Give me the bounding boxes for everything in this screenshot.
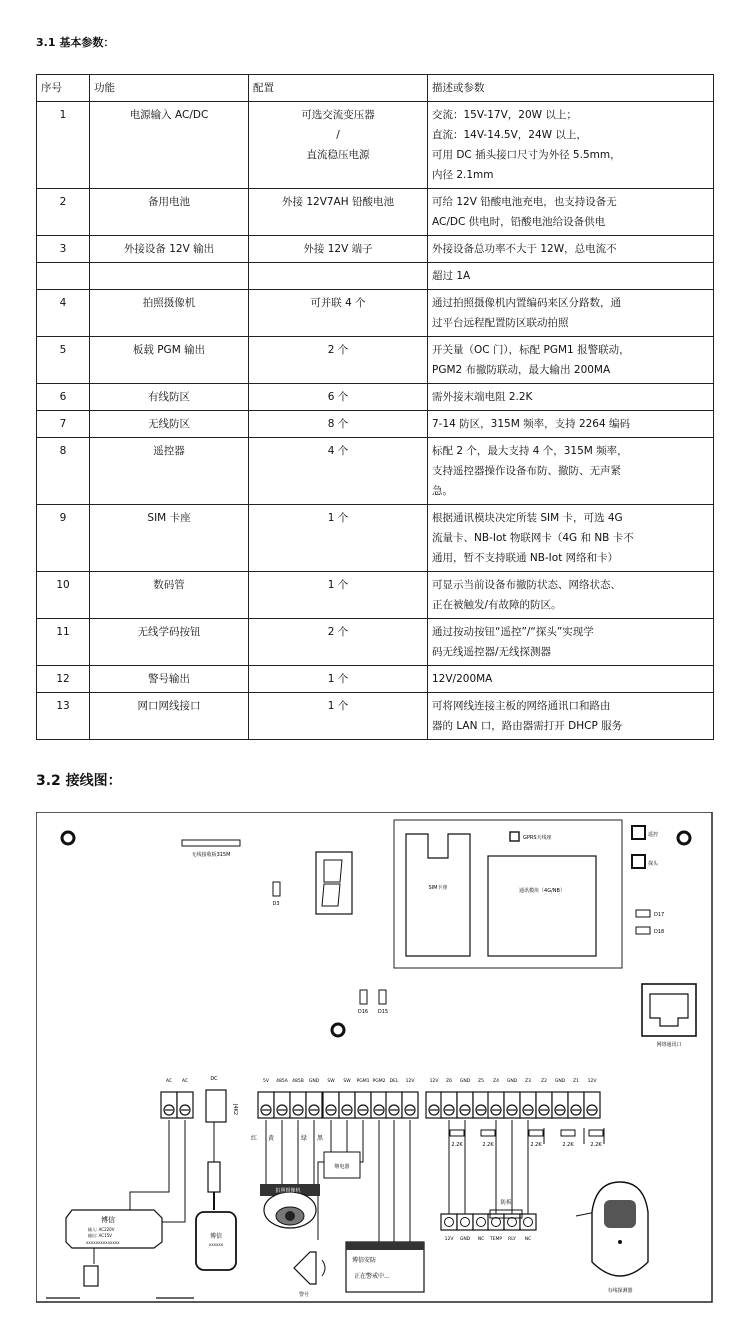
table-header-row xyxy=(37,75,714,102)
cell-description: 标配 2 个，最大支持 4 个，315M 频率， 支持遥控器操作设备布防、撤防、无声紧 急。 xyxy=(428,438,714,505)
detector-terminal-label: RLY xyxy=(508,1237,516,1242)
terminal-label: Z2 xyxy=(541,1079,547,1084)
detector-terminal-label: NC xyxy=(524,1237,532,1242)
table-row xyxy=(37,189,714,236)
resistor-label: 2.2K xyxy=(590,1142,602,1148)
terminal-label: Z4 xyxy=(493,1079,499,1084)
cell-index: 11 xyxy=(37,619,90,666)
cell-config: 1 个 xyxy=(249,666,428,693)
cell-description: 外接设备总功率不大于 12W，总电流不 xyxy=(428,236,714,263)
spec-table xyxy=(36,74,714,740)
led-d16-icon xyxy=(360,990,367,1004)
header-description: 描述或参数 xyxy=(428,75,714,102)
sim-slot-label: SIM卡座 xyxy=(428,885,448,891)
cell-function: 无线学码按钮 xyxy=(90,619,249,666)
wire-color-yellow: 黄 xyxy=(268,1135,275,1142)
panel-title: 博信安防 xyxy=(352,1257,377,1264)
terminal-label: AC xyxy=(181,1079,189,1084)
terminal-label: GND xyxy=(459,1079,471,1084)
cell-description: 7-14 防区，315M 频率，支持 2264 编码 xyxy=(428,411,714,438)
relay-label: 继电器 xyxy=(334,1164,350,1170)
cell-description: 通过按动按钮“遥控”/“探头”实现学 码无线遥控器/无线探测器 xyxy=(428,619,714,666)
terminal-label: 12V xyxy=(587,1079,597,1084)
table-row xyxy=(37,102,714,189)
tamper-group-label: 防拆 xyxy=(500,1200,512,1206)
cell-config: 6 个 xyxy=(249,384,428,411)
learn-probe-button-icon xyxy=(632,855,645,868)
detector-screw-icon xyxy=(461,1218,470,1227)
wire-color-black: 黑 xyxy=(317,1135,324,1142)
cell-description: 12V/200MA xyxy=(428,666,714,693)
plug-icon xyxy=(84,1266,98,1286)
table-row xyxy=(37,384,714,411)
cell-config: 4 个 xyxy=(249,438,428,505)
cell-description: 交流：15V-17V，20W 以上； 直流：14V-14.5V，24W 以上， 可用 DC 插头接口尺寸为外径 5.5mm， 内径 2.1mm xyxy=(428,102,714,189)
terminal-label: Z5 xyxy=(478,1079,484,1084)
table-row xyxy=(37,438,714,505)
table-row xyxy=(37,572,714,619)
resistor-icon xyxy=(529,1130,543,1136)
cell-index: 10 xyxy=(37,572,90,619)
cell-config: 2 个 xyxy=(249,619,428,666)
resistor-icon xyxy=(450,1130,464,1136)
comm-module-label: 通讯模块（4G/NB） xyxy=(519,888,565,894)
resistor-label: 2.2K xyxy=(562,1142,574,1148)
cell-function: 电源输入 AC/DC xyxy=(90,102,249,189)
table-row xyxy=(37,290,714,337)
wiring-diagram xyxy=(36,812,714,1312)
cell-config: 2 个 xyxy=(249,337,428,384)
transformer-title: 博信 xyxy=(101,1216,115,1224)
gprs-antenna-icon xyxy=(510,832,519,841)
cell-config: 可选交流变压器 / 直流稳压电源 xyxy=(249,102,428,189)
detector-terminal-label: TEMP xyxy=(489,1237,503,1242)
cell-function: 数码管 xyxy=(90,572,249,619)
cell-index: 9 xyxy=(37,505,90,572)
table-row xyxy=(37,505,714,572)
table-row xyxy=(37,619,714,666)
detector-screw-icon xyxy=(492,1218,501,1227)
header-function: 功能 xyxy=(90,75,249,102)
detector-terminal-label: GND xyxy=(459,1237,471,1242)
resistor-label: 2.2K xyxy=(451,1142,463,1148)
cell-function: 外接设备 12V 输出 xyxy=(90,236,249,263)
cell-index: 6 xyxy=(37,384,90,411)
camera-label: 拍照摄像机 xyxy=(275,1188,301,1194)
cell-function: 有线防区 xyxy=(90,384,249,411)
panel-status: 正在警戒中... xyxy=(354,1273,390,1280)
led-d17-label: D17 xyxy=(654,912,665,918)
section-title-basic-params: 3.1 基本参数： xyxy=(36,36,115,49)
gprs-antenna-label: GPRS天线座 xyxy=(523,835,552,841)
detector-terminal-label: 12V xyxy=(444,1237,454,1242)
detector-screw-icon xyxy=(477,1218,486,1227)
detector-label: 有线探测器 xyxy=(607,1288,633,1294)
cell-config: 1 个 xyxy=(249,505,428,572)
learn-probe-label: 探头 xyxy=(648,861,659,867)
header-index: 序号 xyxy=(37,75,90,102)
cell-function: 拍照摄像机 xyxy=(90,290,249,337)
network-port-label: 网络通讯口 xyxy=(656,1042,682,1048)
wireless-receiver-label: 无线接收板315M xyxy=(191,852,231,858)
led-d16-label: D16 xyxy=(357,1009,369,1015)
cell-index xyxy=(37,263,90,290)
terminal-label: 485A xyxy=(276,1079,288,1084)
led-d18-label: D18 xyxy=(654,929,665,935)
resistor-label: 2.2K xyxy=(482,1142,494,1148)
terminal-label: AC xyxy=(165,1079,173,1084)
cell-config: 1 个 xyxy=(249,572,428,619)
terminal-label: Z6 xyxy=(446,1079,452,1084)
siren-label: 警号 xyxy=(298,1292,310,1298)
learn-remote-label: 遥控 xyxy=(648,832,659,838)
table-row xyxy=(37,693,714,740)
terminal-label: SW xyxy=(343,1079,351,1084)
cell-function xyxy=(90,263,249,290)
cell-index: 13 xyxy=(37,693,90,740)
cell-index: 5 xyxy=(37,337,90,384)
cell-index: 1 xyxy=(37,102,90,189)
cell-index: 8 xyxy=(37,438,90,505)
alarm-panel xyxy=(346,1242,424,1292)
transformer xyxy=(66,1210,162,1248)
resistor-label: 2.2K xyxy=(530,1142,542,1148)
cell-config: 8 个 xyxy=(249,411,428,438)
terminal-label: PGM1 xyxy=(356,1079,370,1084)
terminal-label: GND xyxy=(554,1079,566,1084)
header-config: 配置 xyxy=(249,75,428,102)
cell-function: 遥控器 xyxy=(90,438,249,505)
resistor-icon xyxy=(561,1130,575,1136)
dc-jack xyxy=(206,1090,226,1122)
dc-jack-label: J4K2 xyxy=(232,1104,238,1116)
led-d18-icon xyxy=(636,927,650,934)
detector-terminal-label: NC xyxy=(477,1237,485,1242)
led-d3-label: D3 xyxy=(272,901,280,907)
transformer-maker: XXXXXXXXXXXXXX xyxy=(86,1241,120,1245)
cell-description: 超过 1A xyxy=(428,263,714,290)
wire-color-red: 红 xyxy=(251,1135,258,1142)
cell-function: 备用电池 xyxy=(90,189,249,236)
cell-index: 7 xyxy=(37,411,90,438)
transformer-line-2: 输出: AC15V xyxy=(88,1233,112,1238)
learn-remote-button-icon xyxy=(632,826,645,839)
terminal-label: Z3 xyxy=(525,1079,531,1084)
table-row xyxy=(37,337,714,384)
terminal-label: Z1 xyxy=(573,1079,579,1084)
led-d3-icon xyxy=(273,882,280,896)
detector-screw-icon xyxy=(524,1218,533,1227)
terminal-label: 12V xyxy=(405,1079,415,1084)
terminal-label: PGM2 xyxy=(372,1079,386,1084)
cell-description: 根据通讯模块决定所装 SIM 卡，可选 4G 流量卡、NB-Iot 物联网卡（4G 和 NB 卡不 通用，暂不支持联通 NB-Iot 网络和卡） xyxy=(428,505,714,572)
seven-segment-display xyxy=(316,852,352,914)
terminal-label: SW xyxy=(327,1079,335,1084)
cell-function: 网口网线接口 xyxy=(90,693,249,740)
wireless-receiver-connector xyxy=(182,840,240,846)
cell-description: 通过拍照摄像机内置编码来区分路数，通 过平台远程配置防区联动拍照 xyxy=(428,290,714,337)
transformer-line-1: 输入: AC220V xyxy=(88,1227,115,1232)
cell-config: 1 个 xyxy=(249,693,428,740)
adapter-title: 博信 xyxy=(209,1233,223,1240)
wired-detector-icon xyxy=(592,1182,648,1276)
table-row xyxy=(37,411,714,438)
resistor-icon xyxy=(481,1130,495,1136)
detector-screw-icon xyxy=(508,1218,517,1227)
cell-index: 12 xyxy=(37,666,90,693)
cell-index: 2 xyxy=(37,189,90,236)
led-d15-label: D15 xyxy=(377,1009,389,1015)
terminal-label: 5V xyxy=(263,1079,269,1084)
adapter-sub: XXXXXX xyxy=(208,1243,224,1247)
cell-description: 可将网线连接主板的网络通讯口和路由 器的 LAN 口，路由器需打开 DHCP 服务 xyxy=(428,693,714,740)
cell-function: 无线防区 xyxy=(90,411,249,438)
led-d15-icon xyxy=(379,990,386,1004)
terminal-label: DEL xyxy=(389,1079,399,1084)
section-title-wiring: 3.2 接线图： xyxy=(36,773,122,789)
table-row xyxy=(37,236,714,263)
cell-config xyxy=(249,263,428,290)
table-row xyxy=(37,666,714,693)
terminal-label: GND xyxy=(308,1079,320,1084)
cell-function: SIM 卡座 xyxy=(90,505,249,572)
terminal-label: 485B xyxy=(292,1079,304,1084)
cell-description: 需外接末端电阻 2.2K xyxy=(428,384,714,411)
resistor-icon xyxy=(589,1130,603,1136)
cell-description: 开关量（OC 门），标配 PGM1 报警联动， PGM2 布撤防联动，最大输出 200MA xyxy=(428,337,714,384)
cell-description: 可显示当前设备布撤防状态、网络状态、 正在被触发/有故障的防区。 xyxy=(428,572,714,619)
comm-module xyxy=(488,856,596,956)
cell-function: 板载 PGM 输出 xyxy=(90,337,249,384)
terminal-label: 12V xyxy=(429,1079,439,1084)
wire-color-green: 绿 xyxy=(301,1135,308,1142)
table-row xyxy=(37,263,714,290)
cell-index: 4 xyxy=(37,290,90,337)
cell-config: 外接 12V 端子 xyxy=(249,236,428,263)
terminal-label: DC xyxy=(210,1076,218,1082)
cell-config: 外接 12V7AH 铅酸电池 xyxy=(249,189,428,236)
cell-description: 可给 12V 铅酸电池充电，也支持设备无 AC/DC 供电时，铅酸电池给设备供电 xyxy=(428,189,714,236)
cell-index: 3 xyxy=(37,236,90,263)
led-d17-icon xyxy=(636,910,650,917)
terminal-label: GND xyxy=(506,1079,518,1084)
detector-screw-icon xyxy=(445,1218,454,1227)
cell-function: 警号输出 xyxy=(90,666,249,693)
cell-config: 可并联 4 个 xyxy=(249,290,428,337)
